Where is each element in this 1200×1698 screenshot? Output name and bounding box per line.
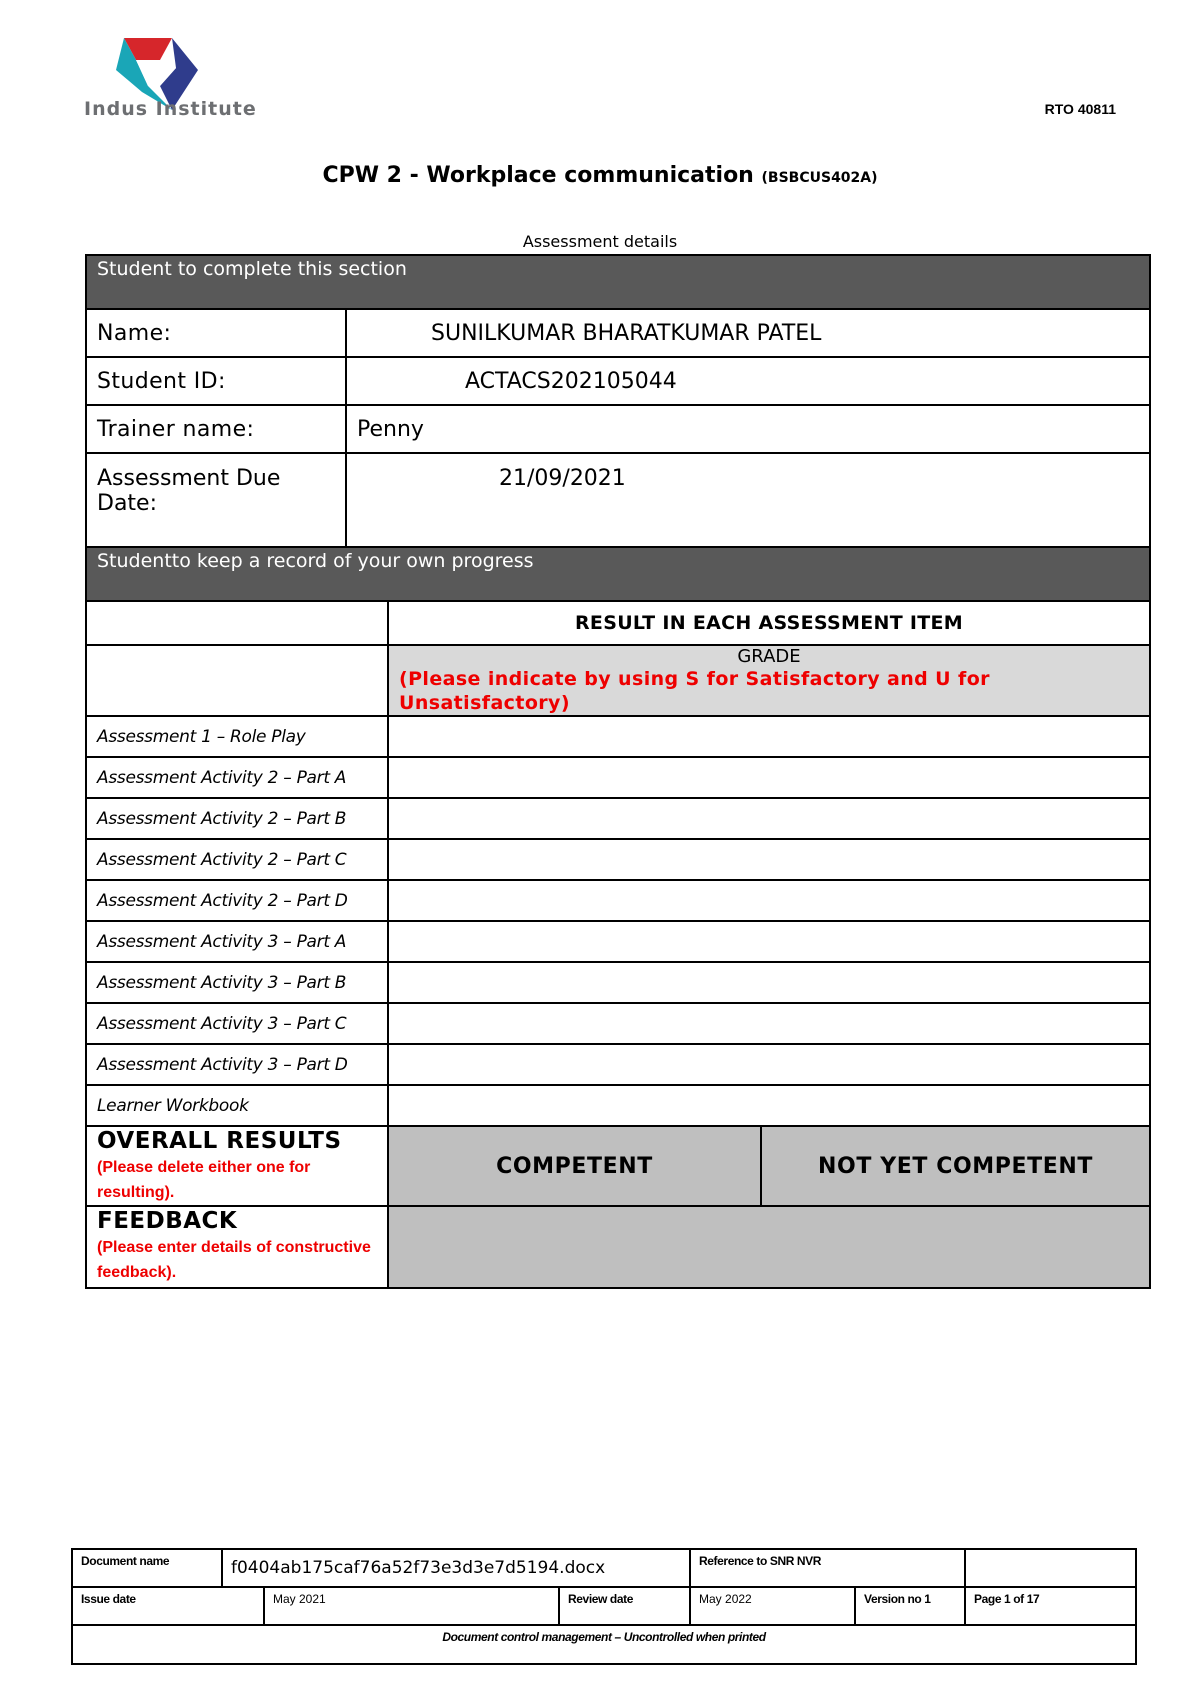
assessment-item-row: [86, 1085, 1150, 1126]
control-note: Document control management – Uncontrolled when printed: [72, 1625, 1136, 1664]
assessment-item-label: Assessment Activity 3 – Part B: [86, 962, 388, 1003]
overall-results-cell: [86, 1126, 388, 1206]
grade-input-cell[interactable]: [388, 921, 1150, 962]
assessment-item-label: Assessment 1 – Role Play: [86, 716, 388, 757]
overall-results-row: [86, 1126, 1150, 1206]
grade-cell: [388, 645, 1150, 716]
empty-cell: [86, 645, 388, 716]
grade-input-cell[interactable]: [388, 1044, 1150, 1085]
assessment-item-row: [86, 880, 1150, 921]
due-date-value[interactable]: [346, 453, 1150, 547]
grade-input-cell[interactable]: [388, 1085, 1150, 1126]
reference-value: [965, 1549, 1136, 1587]
overall-results-title: OVERALL RESULTS: [97, 1128, 342, 1154]
empty-cell: [86, 601, 388, 645]
due-date-text: 21/09/2021: [499, 466, 626, 491]
name-value[interactable]: [346, 309, 1150, 357]
assessment-item-label: Assessment Activity 3 – Part D: [86, 1044, 388, 1085]
subtitle: Assessment details: [522, 232, 678, 251]
student-id-text: ACTACS202105044: [465, 368, 677, 394]
review-date-value: May 2022: [690, 1587, 855, 1625]
due-date-row: [86, 453, 1150, 547]
document-title: [0, 163, 1200, 188]
grade-title: GRADE: [737, 646, 801, 667]
assessment-item-row: [86, 798, 1150, 839]
grade-input-cell[interactable]: [388, 798, 1150, 839]
assessment-item-label: Assessment Activity 3 – Part C: [86, 1003, 388, 1044]
rto-number: RTO 40811: [1044, 101, 1116, 117]
assessment-item-row: [86, 962, 1150, 1003]
assessment-item-label: Assessment Activity 2 – Part D: [86, 880, 388, 921]
progress-section-header: [86, 547, 1150, 601]
assessment-item-row: [86, 1003, 1150, 1044]
doc-name-value: f0404ab175caf76a52f73e3d3e7d5194.docx: [222, 1549, 690, 1587]
page-number: Page 1 of 17: [965, 1587, 1136, 1625]
doc-name-label: Document name: [72, 1549, 222, 1587]
assessment-item-row: [86, 716, 1150, 757]
not-yet-competent-option[interactable]: NOT YET COMPETENT: [761, 1126, 1150, 1206]
due-date-label: Assessment Due Date:: [86, 453, 346, 547]
document-control-table: [71, 1548, 1137, 1665]
trainer-row: [86, 405, 1150, 453]
assessment-item-row: [86, 757, 1150, 798]
feedback-title: FEEDBACK: [97, 1208, 238, 1234]
title-text: CPW 2 - Workplace communication: [322, 163, 754, 188]
assessment-details-table: [85, 254, 1151, 1289]
version-number: Version no 1: [855, 1587, 965, 1625]
assessment-item-label: Assessment Activity 2 – Part C: [86, 839, 388, 880]
student-id-value[interactable]: [346, 357, 1150, 405]
trainer-label: Trainer name:: [86, 405, 346, 453]
assessment-item-row: [86, 1044, 1150, 1085]
grade-note: (Please indicate by using S for Satisfactory and U for Unsatisfactory): [399, 668, 990, 714]
feedback-row: [86, 1206, 1150, 1288]
competent-option[interactable]: COMPETENT: [388, 1126, 761, 1206]
overall-results-note: (Please delete either one for resulting).: [97, 1159, 311, 1201]
assessment-item-label: Assessment Activity 3 – Part A: [86, 921, 388, 962]
progress-heading: Studentto keep a record of your own progress: [86, 547, 1150, 601]
reference-label: Reference to SNR NVR: [690, 1549, 965, 1587]
grade-input-cell[interactable]: [388, 839, 1150, 880]
grade-row: [86, 645, 1150, 716]
assessment-item-row: [86, 921, 1150, 962]
assessment-item-label: Assessment Activity 2 – Part A: [86, 757, 388, 798]
grade-input-cell[interactable]: [388, 757, 1150, 798]
issue-date-label: Issue date: [72, 1587, 264, 1625]
grade-input-cell[interactable]: [388, 716, 1150, 757]
footer-row-2: [72, 1587, 1136, 1625]
assessment-item-row: [86, 839, 1150, 880]
grade-input-cell[interactable]: [388, 880, 1150, 921]
assessment-item-label: Learner Workbook: [86, 1085, 388, 1126]
grade-input-cell[interactable]: [388, 1003, 1150, 1044]
section-heading: Student to complete this section: [86, 255, 1150, 309]
trainer-value[interactable]: Penny: [346, 405, 1150, 453]
name-value-text: SUNILKUMAR BHARATKUMAR PATEL: [431, 320, 822, 346]
name-label: Name:: [86, 309, 346, 357]
assessment-item-label: Assessment Activity 2 – Part B: [86, 798, 388, 839]
student-id-label: Student ID:: [86, 357, 346, 405]
feedback-input[interactable]: [388, 1206, 1150, 1288]
footer-row-1: [72, 1549, 1136, 1587]
footer-row-3: [72, 1625, 1136, 1664]
feedback-note: (Please enter details of constructive feedback).: [97, 1239, 371, 1281]
logo-text: Indus Institute: [84, 98, 257, 120]
unit-code: (BSBCUS402A): [761, 170, 878, 186]
name-row: [86, 309, 1150, 357]
feedback-cell: [86, 1206, 388, 1288]
review-date-label: Review date: [559, 1587, 690, 1625]
student-section-header: [86, 255, 1150, 309]
result-heading: RESULT IN EACH ASSESSMENT ITEM: [388, 601, 1150, 645]
result-heading-row: [86, 601, 1150, 645]
student-id-row: [86, 357, 1150, 405]
issue-date-value: May 2021: [264, 1587, 559, 1625]
grade-input-cell[interactable]: [388, 962, 1150, 1003]
